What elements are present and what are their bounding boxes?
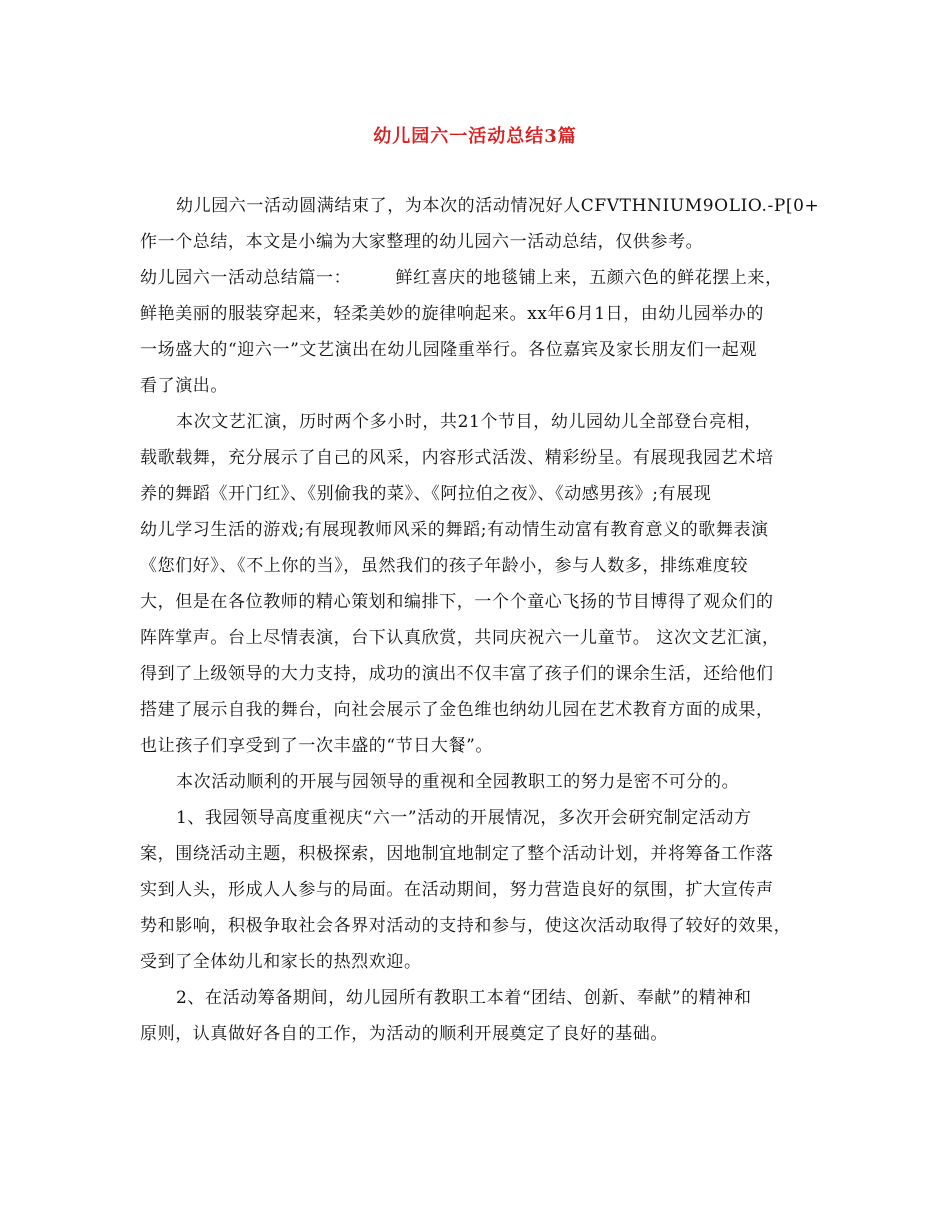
text-line: 本次活动顺利的开展与园领导的重视和全园教职工的努力是密不可分的。 [176,772,740,792]
text-line: 《您们好》、《不上你的当》，虽然我们的孩子年龄小，参与人数多，排练难度较 [140,556,749,576]
text-line: 搭建了展示自我的舞台，向社会展示了金色维也纳幼儿园在艺术教育方面的成果， [140,700,774,720]
text-line: 幼儿学习生活的游戏;有展现教师风采的舞蹈;有动情生动富有教育意义的歌舞表演 [140,520,769,540]
text-line: 阵阵掌声。台上尽情表演，台下认真欣赏，共同庆祝六一儿童节。 这次文艺汇演， [140,628,780,648]
text-line: 作一个总结，本文是小编为大家整理的幼儿园六一活动总结，仅供参考。 [140,232,704,252]
text-line: 受到了全体幼儿和家长的热烈欢迎。 [140,952,422,972]
text-line: 鲜艳美丽的服装穿起来，轻柔美妙的旋律响起来。xx年6月1日，由幼儿园举办的 [140,304,765,324]
text-line: 看了演出。 [140,376,228,396]
text-line: 幼儿园六一活动总结篇一： 鲜红喜庆的地毯铺上来，五颜六色的鲜花摆上来， [140,268,783,288]
text-line: 也让孩子们享受到了一次丰盛的“节日大餐”。 [140,736,493,756]
text-line: 载歌载舞，充分展示了自己的风采，内容形式活泼、精彩纷呈。有展现我园艺术培 [140,448,774,468]
text-line: 一场盛大的“迎六一”文艺演出在幼儿园隆重举行。各位嘉宾及家长朋友们一起观 [140,340,757,360]
text-line: 大，但是在各位教师的精心策划和编排下，一个个童心飞扬的节目博得了观众们的 [140,592,774,612]
text-line: 养的舞蹈《开门红》、《别偷我的菜》、《阿拉伯之夜》、《动感男孩》;有展现 [140,484,712,504]
text-line: 实到人头，形成人人参与的局面。在活动期间，努力营造良好的氛围，扩大宣传声 [140,880,774,900]
text-line: 原则，认真做好各自的工作，为活动的顺利开展奠定了良好的基础。 [140,1024,668,1044]
text-line: 1、我园领导高度重视庆“六一”活动的开展情况，多次开会研究制定活动方 [176,808,752,828]
text-line: 势和影响，积极争取社会各界对活动的支持和参与，使这次活动取得了较好的效果， [140,916,792,936]
text-line: 得到了上级领导的大力支持，成功的演出不仅丰富了孩子们的课余生活，还给他们 [140,664,774,684]
text-line: 本次文艺汇演，历时两个多小时，共21个节目，幼儿园幼儿全部登台亮相， [176,412,763,432]
document-title: 幼儿园六一活动总结3篇 [373,126,577,147]
text-line: 案，围绕活动主题，积极探索，因地制宜地制定了整个活动计划，并将筹备工作落 [140,844,774,864]
text-line: 幼儿园六一活动圆满结束了，为本次的活动情况好人CFVTHNIUM9OLIO.-P[0+ [176,196,820,216]
text-line: 2、在活动筹备期间，幼儿园所有教职工本着“团结、创新、奉献”的精神和 [176,988,752,1008]
